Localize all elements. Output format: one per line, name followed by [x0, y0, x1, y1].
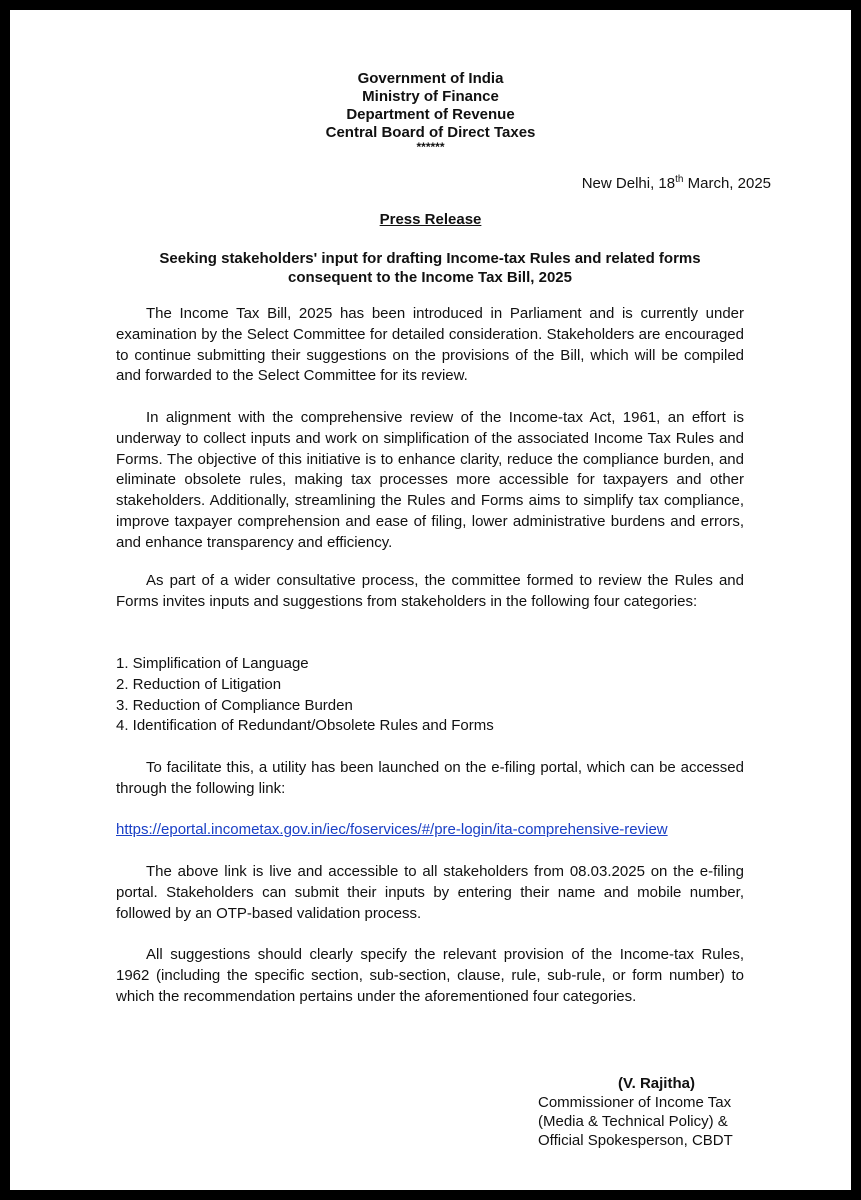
release-date [582, 174, 771, 192]
paragraph-2-text: In alignment with the comprehensive review of the Income-tax Act, 1961, an effort is underway to collect inputs and work on simplification of the associated Income Tax Rules and Forms. The objective of this initiative is to enhance clarity, reduce the compliance burden, and eliminate obsolete rules, making tax processes more accessible for taxpayers and other stakeholders. Additionally, streamlining the Rules and Forms aims to simplify tax compliance, improve taxpayer comprehension and ease of filing, lower administrative burdens and errors, and enhance transparency and efficiency. [116, 409, 744, 551]
list-item: 1. Simplification of Language [116, 655, 309, 672]
list-item: 4. Identification of Redundant/Obsolete Rules and Forms [116, 717, 494, 735]
paragraph-3-text: As part of a wider consultative process, the committee formed to review the Rules and Forms invites inputs and suggestions from stakeholders in the following four categories: [116, 572, 744, 610]
subject-line-2: consequent to the Income Tax Bill, 2025 [288, 269, 572, 286]
paragraph-6 [116, 945, 744, 1007]
paragraph-4 [116, 758, 744, 800]
date-suffix: March, 2025 [683, 175, 771, 192]
letterhead [10, 70, 851, 152]
paragraph-1 [116, 304, 744, 387]
subject-line-1: Seeking stakeholders' input for drafting Income-tax Rules and related forms [159, 250, 701, 267]
press-release-title: Press Release [379, 211, 482, 228]
letterhead-board: Central Board of Direct Taxes [325, 124, 536, 141]
signatory-title: Commissioner of Income Tax [538, 1094, 732, 1111]
letterhead-separator: ****** [416, 140, 445, 154]
paragraph-1-text: The Income Tax Bill, 2025 has been introduced in Parliament and is currently under examination by the Select Committee for detailed consideration. Stakeholders are encouraged to continue submitting their suggestions on the provisions of the Bill, which will be compiled and forwarded to the Select Committee for its review. [116, 305, 744, 385]
signatory-department: (Media & Technical Policy) & [538, 1113, 728, 1130]
review-portal-link[interactable]: https://eportal.incometax.gov.in/iec/foservices/#/pre-login/ita-comprehensive-review [116, 821, 668, 838]
categories-list [116, 654, 494, 737]
paragraph-4-text: To facilitate this, a utility has been launched on the e-filing portal, which can be accessed through the following link: [116, 759, 744, 797]
subject-heading [140, 249, 720, 287]
signatory-name: (V. Rajitha) [618, 1075, 695, 1092]
letterhead-government: Government of India [357, 70, 504, 87]
paragraph-3 [116, 571, 744, 613]
signatory-role: Official Spokesperson, CBDT [538, 1132, 733, 1149]
date-superscript: th [675, 174, 684, 185]
letterhead-department: Department of Revenue [346, 106, 515, 123]
document-page [10, 10, 851, 1190]
list-item: 3. Reduction of Compliance Burden [116, 696, 353, 714]
paragraph-6-text: All suggestions should clearly specify the relevant provision of the Income-tax Rules, 1962 (including the specific section, sub-section, clause, rule, sub-rule, or form number) to which the recommendation pertains under the aforementioned four categories. [116, 946, 744, 1005]
letterhead-ministry: Ministry of Finance [362, 88, 499, 105]
signature-block [538, 1074, 733, 1150]
paragraph-5 [116, 862, 744, 924]
date-prefix: New Delhi, 18 [581, 175, 676, 192]
paragraph-2 [116, 408, 744, 554]
paragraph-5-text: The above link is live and accessible to all stakeholders from 08.03.2025 on the e-filing portal. Stakeholders can submit their inputs by entering their name and mobile number, followed by an OTP-based validation process. [116, 863, 744, 922]
list-item: 2. Reduction of Litigation [116, 675, 282, 693]
